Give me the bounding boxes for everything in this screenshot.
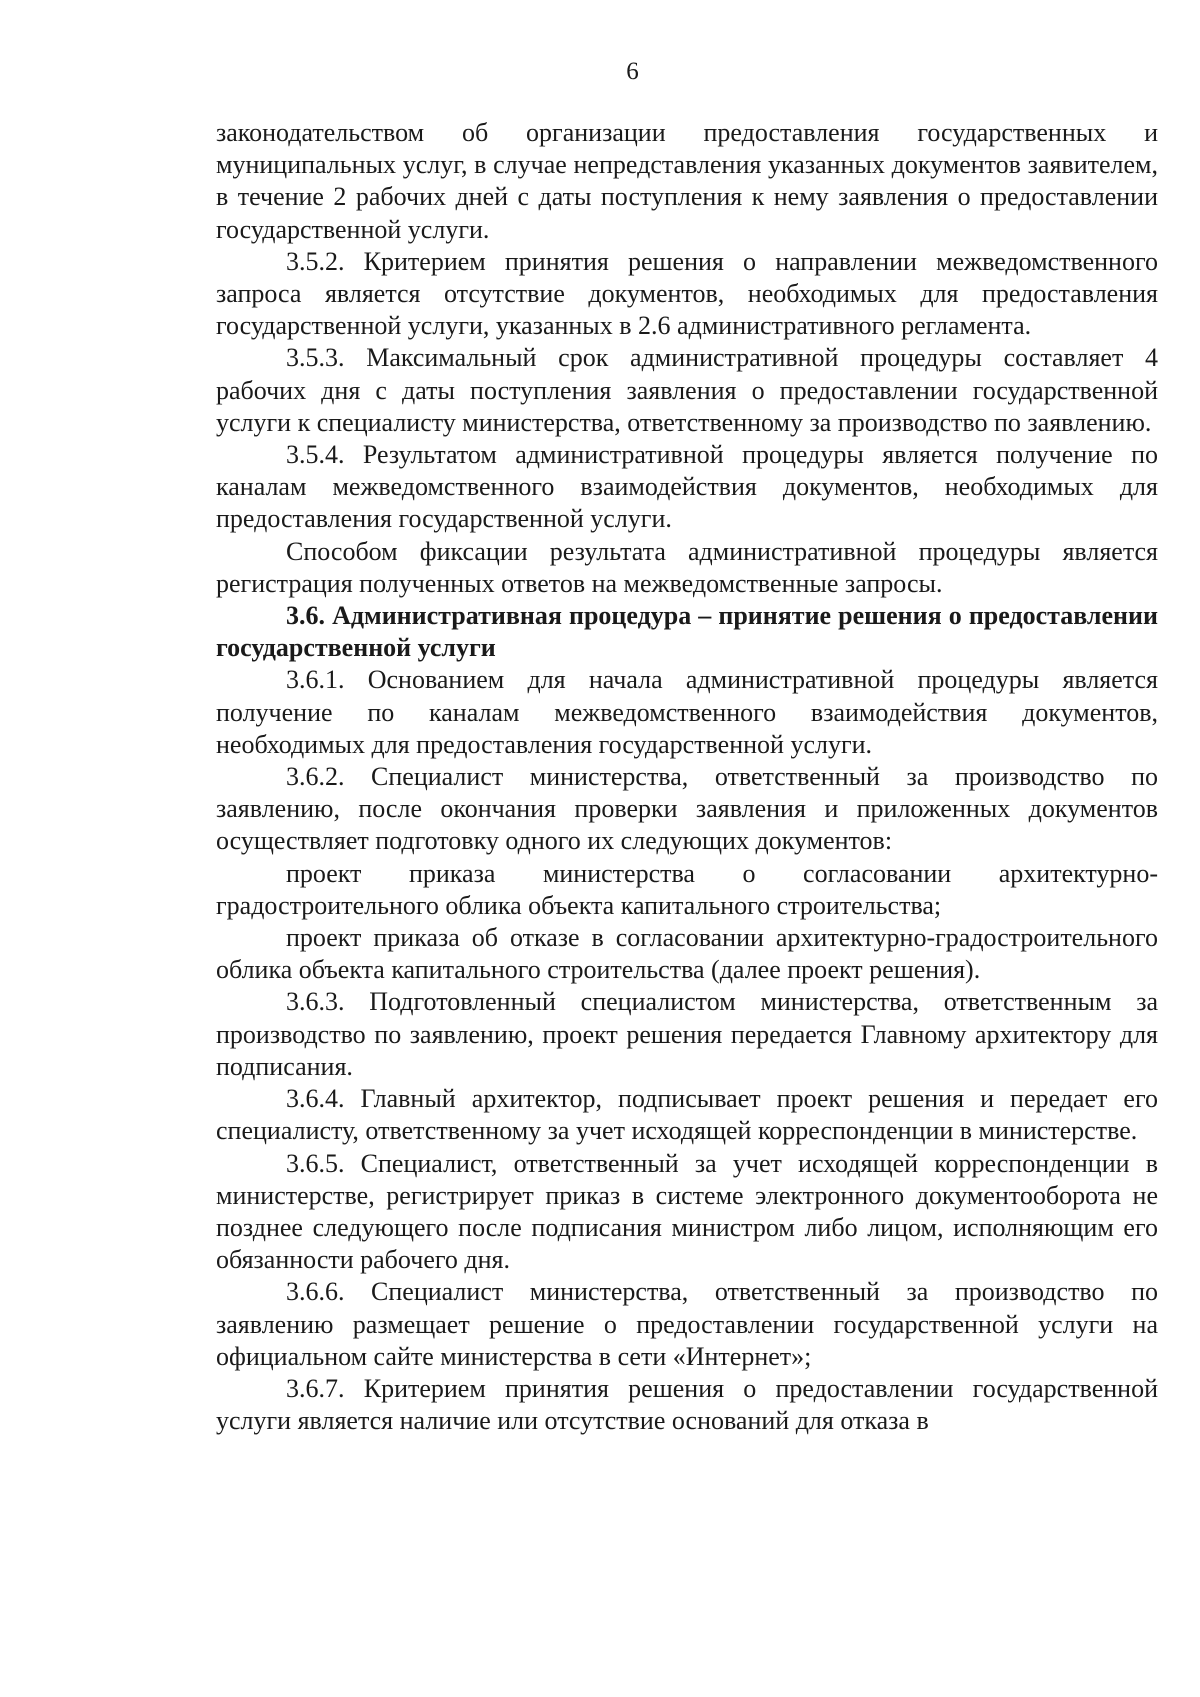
section-heading-3-6: 3.6. Административная процедура – принятие решения о предоставлении государственной услуги bbox=[216, 601, 1158, 663]
list-item-approval-order: проект приказа министерства о согласовании архитектурно-градостроительного облика объекта капитального строительства; bbox=[216, 858, 1158, 920]
paragraph-continuation: законодательством об организации предоставления государственных и муниципальных услуг, в случае непредставления указанных документов заявителем, в течение 2 рабочих дней с даты поступления к нему заявления о предоставлении государственной услуги. bbox=[216, 118, 1158, 244]
paragraph-3-6-5: 3.6.5. Специалист, ответственный за учет исходящей корреспонденции в министерстве, регистрирует приказ в системе электронного документооборота не позднее следующего после подписания министром либо лицом, исполняющим его обязанности рабочего дня. bbox=[216, 1148, 1158, 1275]
page-number: 6 bbox=[626, 58, 639, 85]
paragraph-3-5-4: 3.5.4. Результатом административной процедуры является получение по каналам межведомственного взаимодействия документов, необходимых для предоставления государственной услуги. bbox=[216, 440, 1158, 534]
paragraph-3-6-6: 3.6.6. Специалист министерства, ответственный за производство по заявлению размещает решение о предоставлении государственной услуги на официальном сайте министерства в сети «Интернет»; bbox=[216, 1277, 1158, 1371]
paragraph-fixation-method: Способом фиксации результата административной процедуры является регистрация полученных ответов на межведомственные запросы. bbox=[216, 536, 1158, 598]
paragraph-3-6-7: 3.6.7. Критерием принятия решения о предоставлении государственной услуги является наличие или отсутствие оснований для отказа в bbox=[216, 1373, 1158, 1436]
paragraph-3-6-2: 3.6.2. Специалист министерства, ответственный за производство по заявлению, после окончания проверки заявления и приложенных документов осуществляет подготовку одного их следующих документов: bbox=[216, 762, 1158, 856]
document-body bbox=[216, 117, 1158, 1437]
list-item-refusal-order: проект приказа об отказе в согласовании архитектурно-градостроительного облика объекта капитального строительства (далее проект решения). bbox=[216, 923, 1158, 985]
paragraph-3-6-4: 3.6.4. Главный архитектор, подписывает проект решения и передает его специалисту, ответственному за учет исходящей корреспонденции в министерстве. bbox=[216, 1084, 1158, 1146]
paragraph-3-5-3: 3.5.3. Максимальный срок административной процедуры составляет 4 рабочих дня с даты поступления заявления о предоставлении государственной услуги к специалисту министерства, ответственному за производство по заявлению. bbox=[216, 343, 1158, 437]
paragraph-3-6-3: 3.6.3. Подготовленный специалистом министерства, ответственным за производство по заявлению, проект решения передается Главному архитектору для подписания. bbox=[216, 987, 1158, 1081]
paragraph-3-6-1: 3.6.1. Основанием для начала административной процедуры является получение по каналам межведомственного взаимодействия документов, необходимых для предоставления государственной услуги. bbox=[216, 665, 1158, 759]
paragraph-3-5-2: 3.5.2. Критерием принятия решения о направлении межведомственного запроса является отсутствие документов, необходимых для предоставления государственной услуги, указанных в 2.6 административного регламента. bbox=[216, 246, 1158, 341]
